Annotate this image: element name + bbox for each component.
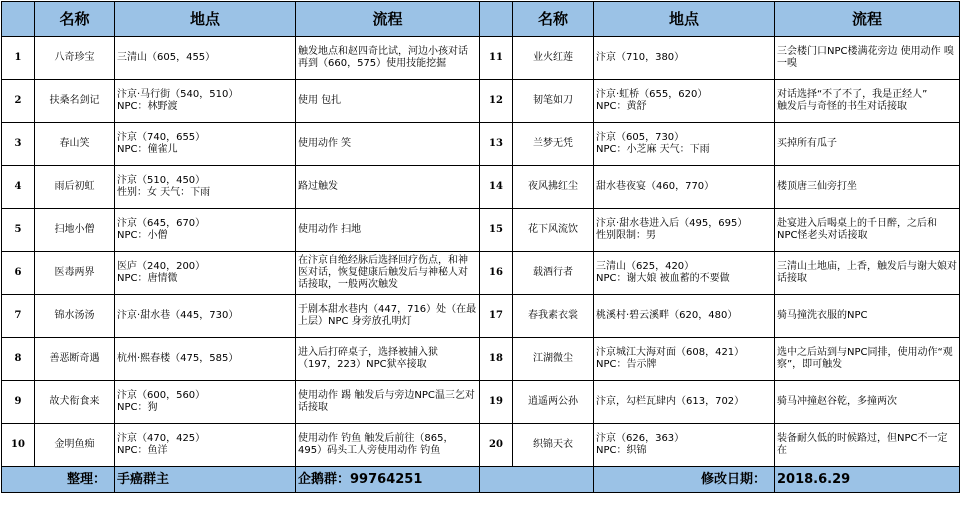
header-process-left: 流程	[296, 2, 480, 37]
table-row	[2, 424, 960, 467]
header-blank-right	[480, 2, 513, 37]
quest-process: 楼顶唐三仙旁打坐	[775, 166, 960, 209]
editor-value: 手癌群主	[115, 467, 296, 493]
quest-process: 三会楼门口NPC楼满花旁边 使用动作 嗅一嗅	[775, 37, 960, 80]
quest-name: 业火红莲	[513, 37, 594, 80]
quest-number: 15	[480, 209, 513, 252]
quest-location: 汴京（605，730） NPC：小芝麻 天气：下雨	[594, 123, 775, 166]
quest-process: 装备耐久低的时候路过，但NPC不一定在	[775, 424, 960, 467]
quest-number: 3	[2, 123, 35, 166]
quest-location: 汴京·马行街（540，510） NPC：林野渡	[115, 80, 296, 123]
quest-location: 汴京·甜水巷（445，730）	[115, 295, 296, 338]
table-row	[2, 252, 960, 295]
quest-name: 善恶断奇遇	[35, 338, 115, 381]
footer-spacer	[480, 467, 594, 493]
quest-number: 5	[2, 209, 35, 252]
quest-number: 19	[480, 381, 513, 424]
footer-row	[2, 467, 960, 493]
quest-location: 汴京（710，380）	[594, 37, 775, 80]
editor-label: 整理：	[2, 467, 115, 493]
quest-number: 16	[480, 252, 513, 295]
quest-name: 金明鱼痴	[35, 424, 115, 467]
quest-number: 4	[2, 166, 35, 209]
quest-number: 14	[480, 166, 513, 209]
quest-location: 医庐（240，200） NPC：唐情微	[115, 252, 296, 295]
quest-name: 故犬衔食来	[35, 381, 115, 424]
quest-name: 春山笑	[35, 123, 115, 166]
quest-location: 汴京（626，363） NPC：织锦	[594, 424, 775, 467]
table-row	[2, 166, 960, 209]
quest-location: 汴京（645，670） NPC：小僧	[115, 209, 296, 252]
quest-location: 汴京，勾栏瓦肆内（613，702）	[594, 381, 775, 424]
quest-process: 使用 包扎	[296, 80, 480, 123]
quest-location: 汴京（510，450） 性别：女 天气：下雨	[115, 166, 296, 209]
quest-name: 医毒两界	[35, 252, 115, 295]
table-row	[2, 123, 960, 166]
quest-number: 11	[480, 37, 513, 80]
date-label: 修改日期：	[594, 467, 775, 493]
quest-name: 夜风拂红尘	[513, 166, 594, 209]
quest-name: 载酒行者	[513, 252, 594, 295]
quest-name: 春我素衣裳	[513, 295, 594, 338]
quest-location: 汴京·虹桥（655，620） NPC：黄舒	[594, 80, 775, 123]
quest-location: 汴京城江大海对面（608，421） NPC：告示牌	[594, 338, 775, 381]
quest-name: 锦水汤汤	[35, 295, 115, 338]
date-value: 2018.6.29	[775, 467, 960, 493]
quest-name: 雨后初虹	[35, 166, 115, 209]
quest-number: 13	[480, 123, 513, 166]
quest-process: 对话选择“不了不了，我是正经人” 触发后与奇怪的书生对话接取	[775, 80, 960, 123]
quest-process: 触发地点和赵四奇比试，河边小孩对话 再到（660，575）使用技能挖掘	[296, 37, 480, 80]
table-row	[2, 381, 960, 424]
quest-number: 10	[2, 424, 35, 467]
quest-number: 2	[2, 80, 35, 123]
quest-location: 杭州·熙春楼（475，585）	[115, 338, 296, 381]
quest-name: 江湖微尘	[513, 338, 594, 381]
table-row	[2, 295, 960, 338]
quest-name: 扶桑名剑记	[35, 80, 115, 123]
header-row	[2, 2, 960, 37]
group-label: 企鹅群：	[298, 471, 351, 487]
quest-process: 使用动作 踢 触发后与旁边NPC温三乞对话接取	[296, 381, 480, 424]
quest-process: 骑马冲撞赵谷乾，多撞两次	[775, 381, 960, 424]
quest-name: 八奇珍宝	[35, 37, 115, 80]
quest-process: 赴宴进入后喝桌上的千日醉，之后和NPC怪老头对话接取	[775, 209, 960, 252]
quest-number: 6	[2, 252, 35, 295]
quest-name: 兰梦无凭	[513, 123, 594, 166]
header-location-right: 地点	[594, 2, 775, 37]
quest-number: 12	[480, 80, 513, 123]
quest-name: 花下风流饮	[513, 209, 594, 252]
quest-location: 汴京（470，425） NPC：鱼洋	[115, 424, 296, 467]
quest-location: 汴京（600，560） NPC：狗	[115, 381, 296, 424]
header-process-right: 流程	[775, 2, 960, 37]
table-row	[2, 80, 960, 123]
quest-number: 18	[480, 338, 513, 381]
group-value: 99764251	[350, 471, 423, 487]
quest-process: 三清山土地庙，上香，触发后与谢大娘对话接取	[775, 252, 960, 295]
quest-number: 8	[2, 338, 35, 381]
quest-location: 汴京（740，655） NPC：僮雀儿	[115, 123, 296, 166]
quest-number: 1	[2, 37, 35, 80]
header-location-left: 地点	[115, 2, 296, 37]
quest-name: 扫地小僧	[35, 209, 115, 252]
quest-process: 使用动作 扫地	[296, 209, 480, 252]
table-row	[2, 338, 960, 381]
quest-number: 20	[480, 424, 513, 467]
quest-name: 逍遥两公孙	[513, 381, 594, 424]
quest-process: 在汴京自绝经脉后选择回疗伤点，和神医对话，恢复健康后触发后与神秘人对话接取，一般两次触发	[296, 252, 480, 295]
quest-name: 织锦天衣	[513, 424, 594, 467]
quest-location: 三清山（625，420） NPC：谢大娘 被血蓄的不要做	[594, 252, 775, 295]
group-info	[296, 467, 480, 493]
quest-process: 选中之后站到与NPC同排，使用动作“观察”，即可触发	[775, 338, 960, 381]
quest-process: 骑马撞洗衣服的NPC	[775, 295, 960, 338]
header-name-left: 名称	[35, 2, 115, 37]
quest-location: 桃溪村·碧云溪畔（620，480）	[594, 295, 775, 338]
quest-process: 进入后打碎桌子，选择被捕入狱（197，223）NPC狱卒接取	[296, 338, 480, 381]
quest-process: 于剧本甜水巷内（447，716）处（在最上层）NPC 身旁放孔明灯	[296, 295, 480, 338]
quest-process: 使用动作 笑	[296, 123, 480, 166]
quest-number: 9	[2, 381, 35, 424]
quest-process: 路过触发	[296, 166, 480, 209]
quest-location: 甜水巷夜宴（460，770）	[594, 166, 775, 209]
quest-location: 汴京·甜水巷进入后（495，695） 性别限制：男	[594, 209, 775, 252]
header-blank-left	[2, 2, 35, 37]
quest-number: 17	[480, 295, 513, 338]
quest-location: 三清山（605，455）	[115, 37, 296, 80]
quest-number: 7	[2, 295, 35, 338]
quest-process: 使用动作 钓鱼 触发后前往（865，495）码头工人旁使用动作 钓鱼	[296, 424, 480, 467]
quest-process: 买掉所有瓜子	[775, 123, 960, 166]
table-row	[2, 37, 960, 80]
quest-name: 韧笔如刀	[513, 80, 594, 123]
table-row	[2, 209, 960, 252]
quest-table	[1, 1, 960, 493]
header-name-right: 名称	[513, 2, 594, 37]
